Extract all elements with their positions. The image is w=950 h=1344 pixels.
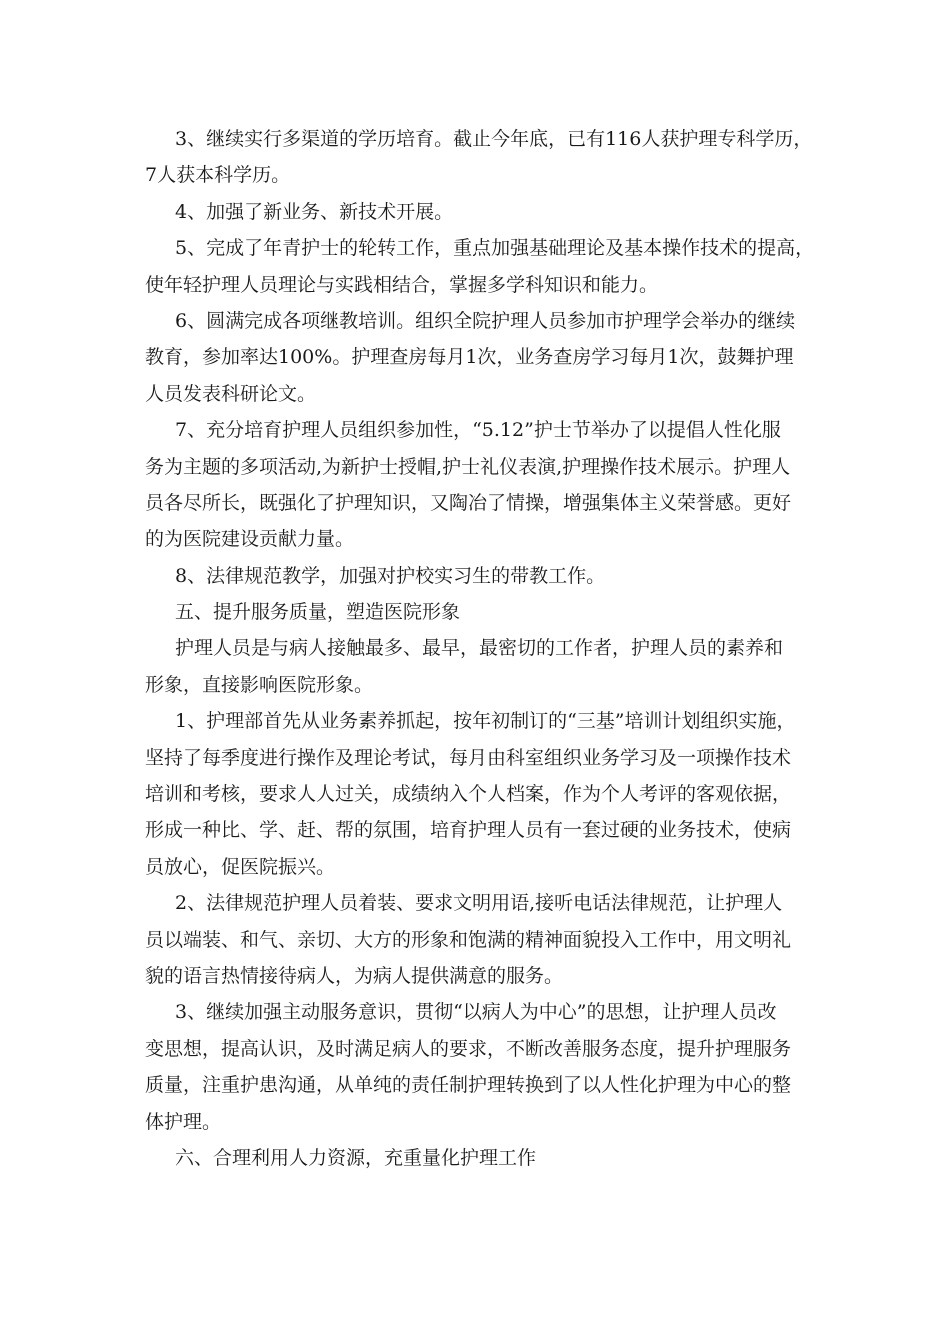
text-line: 人员发表科研论文。 [145,382,317,405]
text-line: 坚持了每季度进行操作及理论考试，每月由科室组织业务学习及一项操作技术 [145,746,792,769]
document-body [145,121,820,1176]
text-line: 3、继续实行多渠道的学历培育。截止今年底，已有116人获护理专科学历， [175,128,813,150]
text-line: 形象，直接影响医院形象。 [145,673,374,696]
text-line: 体护理。 [145,1110,222,1133]
text-line: 六、合理利用人力资源，充重量化护理工作 [175,1146,537,1169]
text-line: 貌的语言热情接待病人，为病人提供满意的服务。 [145,964,564,987]
text-line: 教育，参加率达100%。护理查房每月1次，业务查房学习每月1次，鼓舞护理 [145,346,794,369]
text-line: 3、继续加强主动服务意识，贯彻“以病人为中心”的思想，让护理人员改 [175,1001,777,1024]
text-line: 7人获本科学历。 [145,164,291,187]
text-line: 6、圆满完成各项继教培训。组织全院护理人员参加市护理学会举办的继续 [175,309,796,332]
text-line: 4、加强了新业务、新技术开展。 [175,200,454,223]
text-line: 变思想，提高认识，及时满足病人的要求，不断改善服务态度，提升护理服务 [145,1037,792,1060]
text-line: 员以端装、和气、亲切、大方的形象和饱满的精神面貌投入工作中，用文明礼 [145,928,792,951]
text-line: 护理人员是与病人接触最多、最早，最密切的工作者，护理人员的素养和 [175,637,784,660]
text-line: 员各尽所长，既强化了护理知识，又陶冶了情操，增强集体主义荣誉感。更好 [145,491,792,514]
text-line: 7、充分培育护理人员组织参加性，“5.12”护士节举办了以提倡人性化服 [175,419,781,442]
text-line: 5、完成了年青护士的轮转工作，重点加强基础理论及基本操作技术的提高， [175,237,815,260]
text-line: 2、法律规范护理人员着装、要求文明用语,接听电话法律规范，让护理人 [175,892,783,915]
text-line: 培训和考核，要求人人过关，成绩纳入个人档案，作为个人考评的客观依据， [145,783,792,806]
text-line: 质量，注重护患沟通，从单纯的责任制护理转换到了以人性化护理为中心的整 [145,1074,792,1097]
text-line: 的为医院建设贡献力量。 [145,528,355,551]
text-line: 使年轻护理人员理论与实践相结合，掌握多学科知识和能力。 [145,273,659,296]
text-line: 员放心，促医院振兴。 [145,855,336,878]
text-line: 8、法律规范教学，加强对护校实习生的带教工作。 [175,564,606,587]
text-line: 形成一种比、学、赶、帮的氛围，培育护理人员有一套过硬的业务技术，使病 [145,819,792,842]
text-line: 务为主题的多项活动,为新护士授帽,护士礼仪表演,护理操作技术展示。护理人 [145,455,791,478]
text-line: 1、护理部首先从业务素养抓起，按年初制订的“三基”培训计划组织实施， [175,710,796,733]
text-line: 五、提升服务质量，塑造医院形象 [175,601,461,624]
